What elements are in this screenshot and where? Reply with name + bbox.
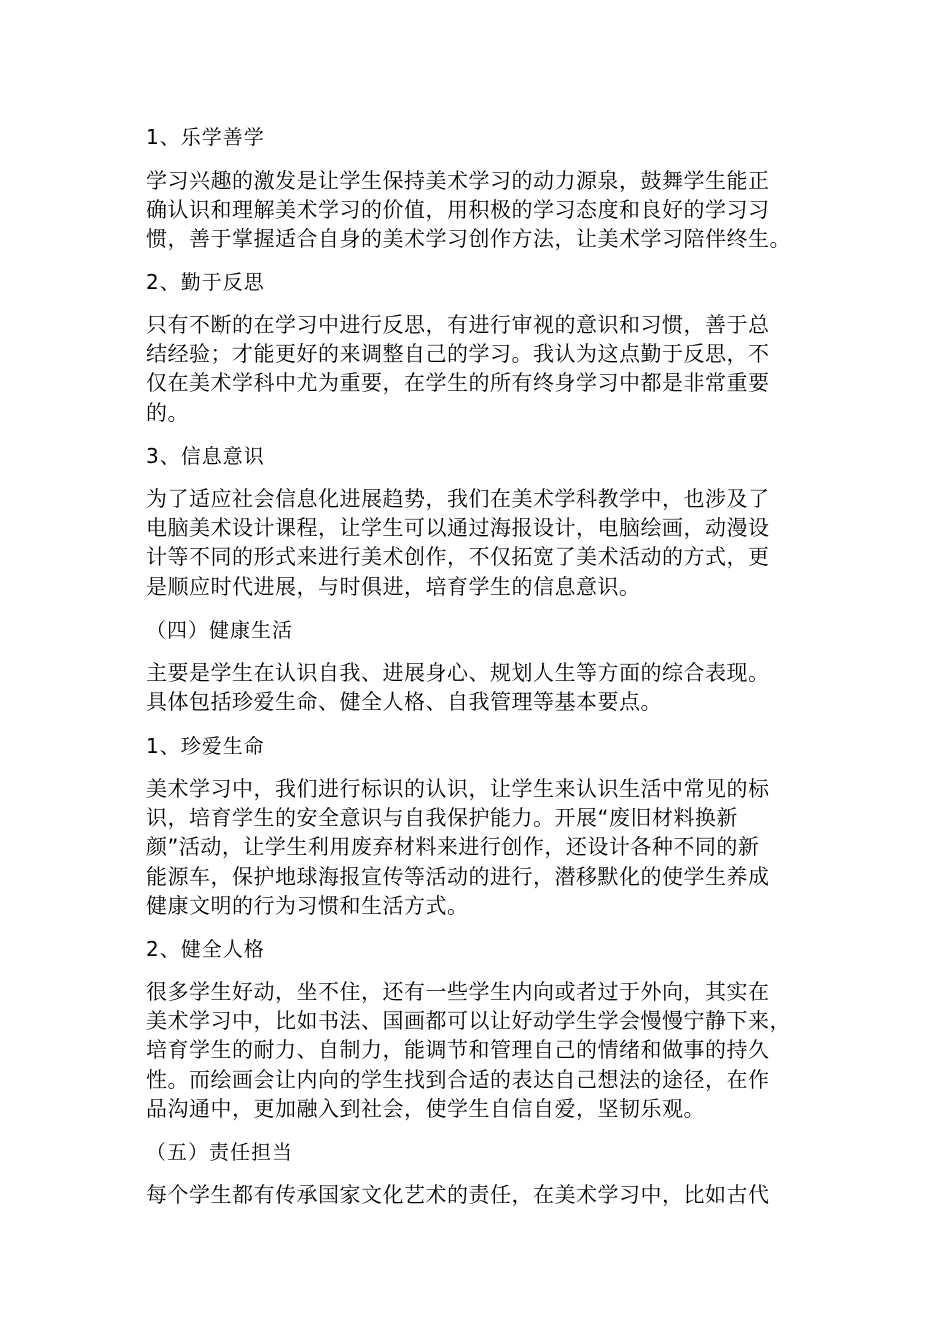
section-heading: （四）健康生活: [146, 618, 293, 642]
section-heading: 3、信息意识: [146, 444, 265, 468]
text-line: 美术学习中，我们进行标识的认识，让学生来认识生活中常见的标: [146, 777, 770, 801]
text-line: 电脑美术设计课程，让学生可以通过海报设计，电脑绘画，动漫设: [146, 516, 770, 541]
section-heading: 1、珍爱生命: [146, 734, 265, 758]
text-line: 具体包括珍爱生命、健全人格、自我管理等基本要点。: [146, 690, 662, 715]
section-heading: 2、健全人格: [146, 937, 265, 961]
paragraph: [146, 978, 826, 1124]
section-heading: 1、乐学善学: [146, 125, 265, 149]
text-line: 识，培育学生的安全意识与自我保护能力。开展“废旧材料换新: [146, 806, 738, 831]
text-line: 品沟通中，更加融入到社会，使学生自信自爱，坚韧乐观。: [146, 1096, 705, 1121]
paragraph: [146, 659, 826, 717]
section-heading: （五）责任担当: [146, 1140, 293, 1164]
text-line: 惯，善于掌握适合自身的美术学习创作方法，让美术学习陪伴终生。: [146, 227, 791, 252]
text-line: 性。而绘画会让内向的学生找到合适的表达自己想法的途径，在作: [146, 1067, 770, 1092]
text-line: 结经验；才能更好的来调整自己的学习。我认为这点勤于反思，不: [146, 342, 770, 367]
text-line: 健康文明的行为习惯和生活方式。: [146, 893, 469, 918]
text-line: 很多学生好动，坐不住，还有一些学生内向或者过于外向，其实在: [146, 980, 770, 1004]
text-line: 每个学生都有传承国家文化艺术的责任，在美术学习中，比如古代: [146, 1183, 770, 1207]
paragraph: [146, 1181, 826, 1210]
paragraph: [146, 167, 826, 255]
text-line: 颜”活动，让学生利用废弃材料来进行创作，还设计各种不同的新: [146, 835, 760, 860]
paragraph: [146, 485, 826, 602]
text-line: 培育学生的耐力、自制力，能调节和管理自己的情绪和做事的持久: [146, 1038, 770, 1063]
text-line: 计等不同的形式来进行美术创作，不仅拓宽了美术活动的方式，更: [146, 545, 770, 570]
text-line: 仅在美术学科中尤为重要，在学生的所有终身学习中都是非常重要: [146, 371, 770, 396]
paragraph: [146, 775, 826, 921]
text-line: 美术学习中，比如书法、国画都可以让好动学生学会慢慢宁静下来，: [146, 1009, 791, 1034]
text-line: 确认识和理解美术学习的价值，用积极的学习态度和良好的学习习: [146, 198, 770, 223]
text-line: 主要是学生在认识自我、进展身心、规划人生等方面的综合表现。: [146, 661, 770, 685]
section-heading: 2、勤于反思: [146, 270, 265, 294]
paragraph: [146, 311, 826, 428]
text-line: 是顺应时代进展，与时俱进，培育学生的信息意识。: [146, 574, 641, 599]
text-line: 为了适应社会信息化进展趋势，我们在美术学科教学中，也涉及了: [146, 487, 770, 511]
text-line: 能源车，保护地球海报宣传等活动的进行，潜移默化的使学生养成: [146, 864, 770, 889]
text-line: 只有不断的在学习中进行反思，有进行审视的意识和习惯，善于总: [146, 313, 770, 337]
text-line: 学习兴趣的激发是让学生保持美术学习的动力源泉，鼓舞学生能正: [146, 169, 770, 193]
text-line: 的。: [146, 400, 189, 425]
